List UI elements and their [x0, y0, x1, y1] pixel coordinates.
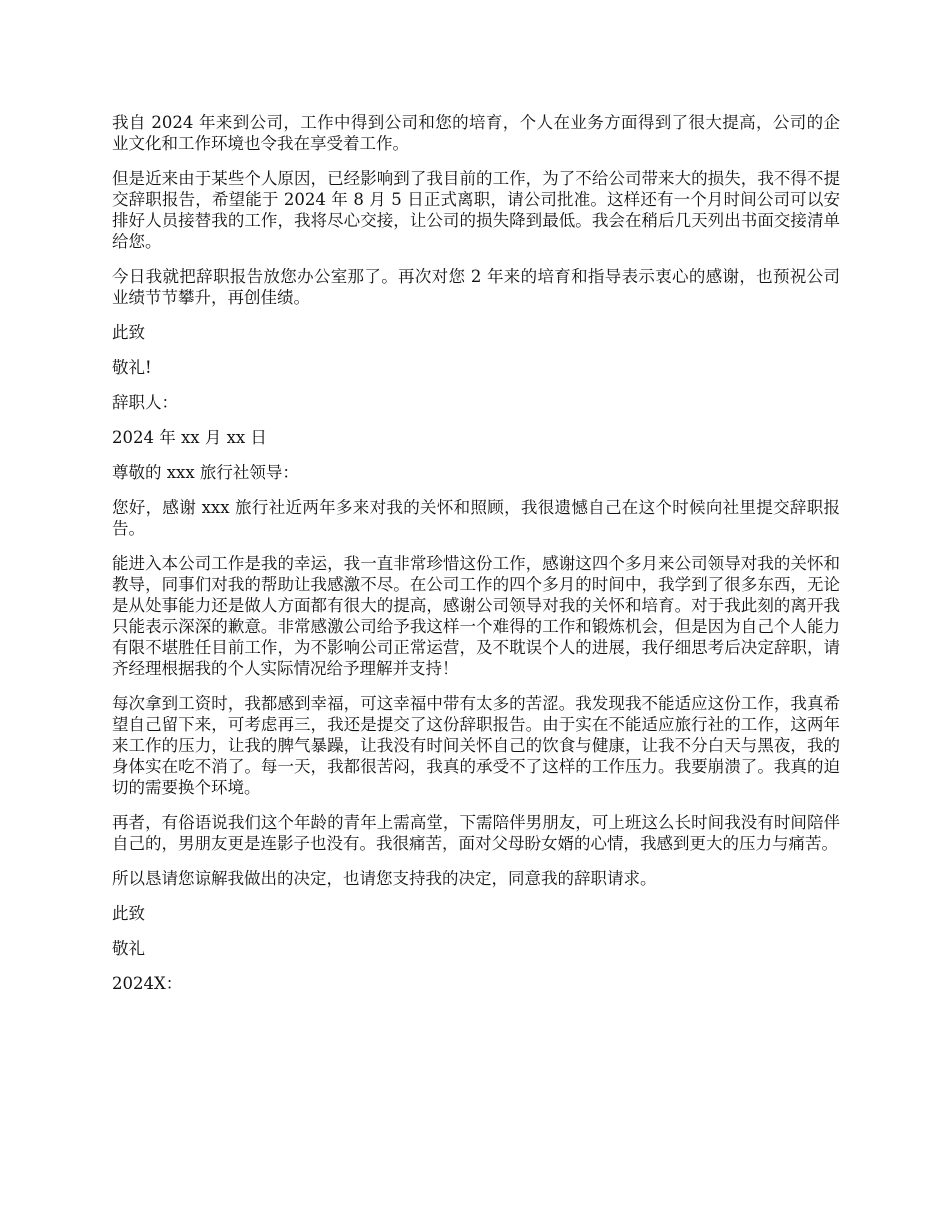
second-date-line: 2024X： — [112, 974, 183, 993]
paragraph-intro: 我自 2024 年来到公司，工作中得到公司和您的培育，个人在业务方面得到了很大提高，公司的企业文化和工作环境也令我在享受着工作。 — [112, 113, 840, 153]
paragraph-gratitude: 能进入本公司工作是我的幸运，我一直非常珍惜这份工作，感谢这四个多月来公司领导对我的关怀和教导，同事们对我的帮助让我感激不尽。在公司工作的四个多月的时间中，我学到了很多东西，无论是从处事能力还是做人方面都有很大的提高，感谢公司领导对我的关怀和培育。对于我此刻的离开我只能表示深深的歉意。非常感激公司给予我这样一个难得的工作和锻炼机会，但是因为自己个人能力有限不堪胜任目前工作，为不影响公司正常运营，及不耽误个人的进展，我仔细思考后决定辞职，请齐经理根据我的个人实际情况给予理解并支持！ — [112, 554, 840, 678]
closing-regards: 敬礼! — [112, 358, 152, 377]
document-page — [112, 112, 840, 1008]
second-closing-salutation: 此致 — [112, 904, 145, 923]
paragraph-thanks: 今日我就把辞职报告放您办公室那了。再次对您 2 年来的培育和指导表示衷心的感谢，也预祝公司业绩节节攀升，再创佳绩。 — [112, 267, 840, 307]
date-line: 2024 年 xx 月 xx 日 — [112, 428, 267, 447]
second-letter-greeting: 尊敬的 xxx 旅行社领导： — [112, 463, 299, 482]
paragraph-family: 再者，有俗语说我们这个年龄的青年上需高堂，下需陪伴男朋友，可上班这么长时间我没有时间陪伴自己的，男朋友更是连影子也没有。我很痛苦，面对父母盼女婿的心情，我感到更大的压力与痛苦。 — [112, 813, 840, 853]
paragraph-reason: 但是近来由于某些个人原因，已经影响到了我目前的工作，为了不给公司带来大的损失，我不得不提交辞职报告，希望能于 2024 年 8 月 5 日正式离职，请公司批准。这样还有一个月时间公司可以安排好人员接替我的工作，我将尽心交接，让公司的损失降到最低。我会在稍后几天列出书面交接清单给您。 — [112, 169, 840, 251]
paragraph-hello: 您好，感谢 xxx 旅行社近两年多来对我的关怀和照顾，我很遗憾自己在这个时候向社里提交辞职报告。 — [112, 498, 840, 538]
signature-label: 辞职人： — [112, 393, 178, 412]
paragraph-pressure: 每次拿到工资时，我都感到幸福，可这幸福中带有太多的苦涩。我发现我不能适应这份工作，我真希望自己留下来，可考虑再三，我还是提交了这份辞职报告。由于实在不能适应旅行社的工作，这两年来工作的压力，让我的脾气暴躁，让我没有时间关怀自己的饮食与健康，让我不分白天与黑夜，我的身体实在吃不消了。每一天，我都很苦闷，我真的承受不了这样的工作压力。我要崩溃了。我真的迫切的需要换个环境。 — [112, 694, 840, 797]
closing-salutation: 此致 — [112, 323, 145, 342]
second-closing-regards: 敬礼 — [112, 939, 145, 958]
paragraph-request: 所以恳请您谅解我做出的决定，也请您支持我的决定，同意我的辞职请求。 — [112, 869, 657, 888]
